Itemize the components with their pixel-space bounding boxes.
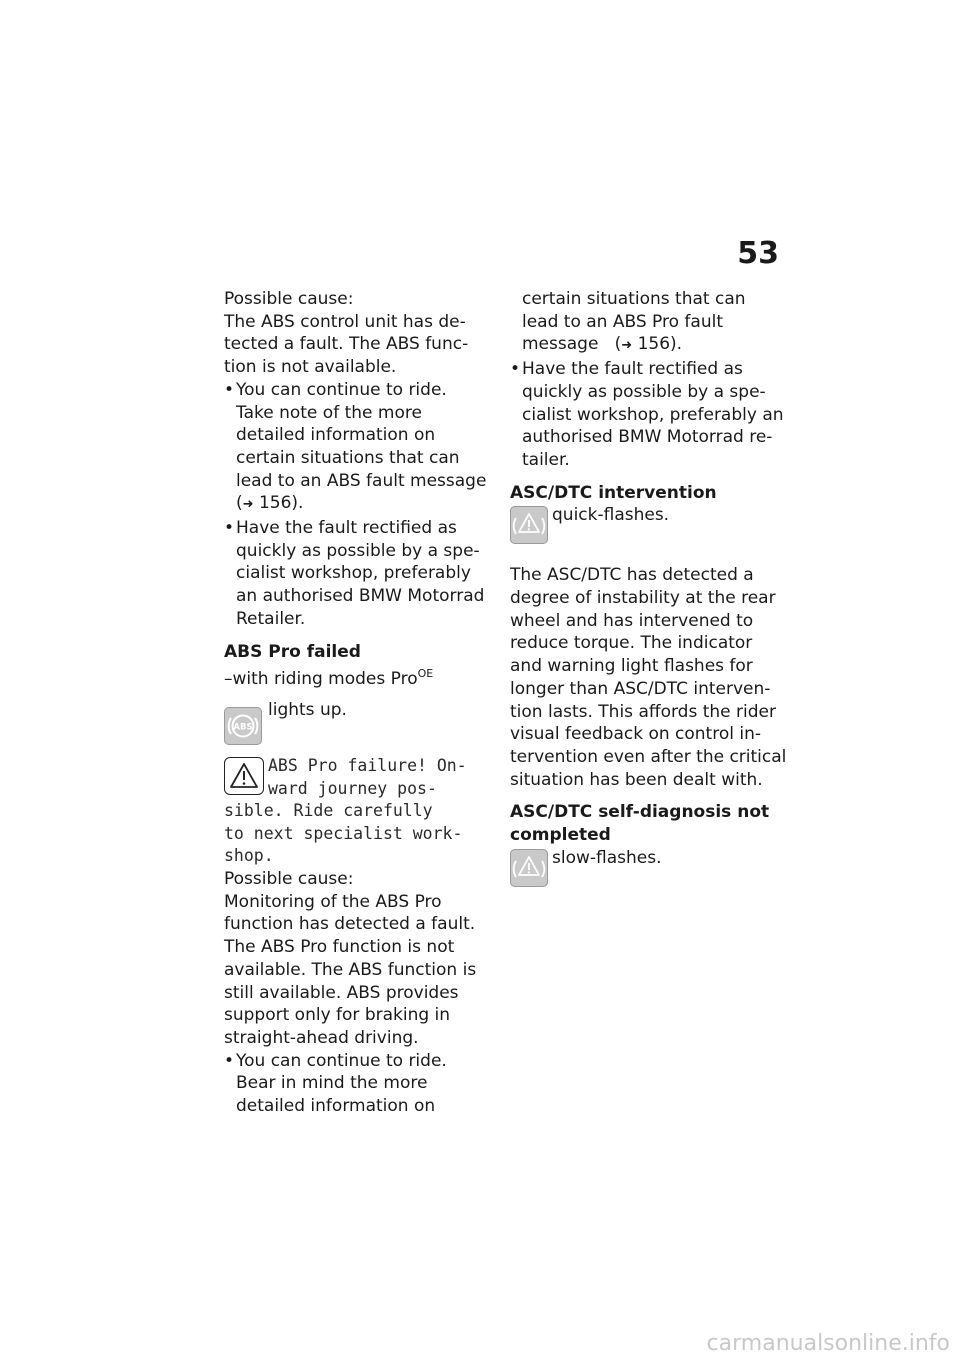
page-reference[interactable]: message (➜ 156). (522, 334, 683, 355)
cause-text-line: The ABS control unit has de- (224, 311, 466, 332)
option-superscript: OE (417, 667, 434, 681)
bullet-text: Have the fault rectified as (522, 359, 743, 380)
left-column (224, 288, 490, 1118)
cause-text-line: support only for braking in (224, 1005, 451, 1026)
bullet-dot: • (224, 518, 235, 539)
bullet-item (510, 358, 782, 381)
riding-mode-text: –with riding modes Pro (224, 669, 418, 690)
cause-text-line: available. The ABS function is (224, 959, 477, 980)
display-message-line: shop. (224, 846, 274, 866)
bullet-text: You can continue to ride. (236, 379, 447, 400)
riding-mode-note (224, 663, 490, 691)
bullet-text-line: Retailer. (236, 608, 306, 629)
asc-dtc-lamp-icon (510, 849, 548, 887)
section-heading-abs-pro-failed: ABS Pro failed (224, 641, 361, 662)
reference-arrow-icon: ➜ (242, 497, 254, 513)
page-reference-number: 156). (258, 493, 304, 514)
bullet-text-line: Take note of the more (236, 402, 422, 423)
bullet-text-line: cialist workshop, preferably an (522, 404, 784, 425)
reference-arrow-icon: ➜ (621, 338, 633, 354)
display-message-line: ward journey pos- (268, 778, 437, 798)
display-message-line: sible. Ride carefully (224, 800, 433, 820)
page-reference-number: 156). (637, 334, 683, 355)
bullet-dot: • (224, 379, 235, 400)
lamp-status-text: lights up. (268, 699, 347, 720)
display-message-line: ABS Pro failure! On- (268, 755, 467, 775)
cause-text-line: Monitoring of the ABS Pro (224, 891, 442, 912)
paragraph-line: reduce torque. The indicator (510, 633, 753, 654)
bullet-text-line: quickly as possible by a spe- (236, 540, 480, 561)
cause-text-line: function has detected a fault. (224, 914, 476, 935)
bullet-dot: • (510, 359, 521, 380)
asc-lamp-row (510, 847, 782, 899)
lamp-status-text: quick-flashes. (552, 505, 670, 526)
paragraph-line: wheel and has intervened to (510, 610, 754, 631)
section-heading-asc-dtc-self-diagnosis: ASC/DTC self-diagnosis not (510, 802, 770, 823)
bullet-text-line: authorised BMW Motorrad re- (522, 427, 773, 448)
bullet-text-line: cialist workshop, preferably (236, 563, 471, 584)
bullet-item (224, 379, 490, 402)
bullet-item (224, 1050, 490, 1073)
possible-cause-label: Possible cause: (224, 289, 354, 309)
page-reference[interactable]: (➜ 156). (236, 493, 304, 514)
paragraph-line: longer than ASC/DTC interven- (510, 678, 771, 699)
svg-text:ABS: ABS (233, 722, 253, 733)
cause-text-line: tected a fault. The ABS func- (224, 334, 469, 355)
paragraph-line: degree of instability at the rear (510, 588, 776, 609)
paragraph-line: and warning light flashes for (510, 656, 753, 677)
bullet-text-line: lead to an ABS Pro fault (522, 311, 723, 332)
bullet-text-line: detailed information on (236, 425, 436, 446)
cause-text-line: tion is not available. (224, 357, 397, 378)
possible-cause-label: Possible cause: (224, 869, 354, 890)
paragraph-line: tervention even after the critical (510, 746, 787, 767)
bullet-text-line: certain situations that can (522, 289, 746, 309)
abs-lamp-row (224, 699, 490, 747)
right-column (510, 288, 787, 899)
bullet-text-line: Bear in mind the more (236, 1073, 428, 1094)
bullet-text: You can continue to ride. (236, 1050, 447, 1071)
bullet-text-line: detailed information on (236, 1096, 436, 1117)
bullet-item (224, 517, 490, 540)
page-number: 53 (737, 236, 779, 271)
watermark: carmanualsonline.info (706, 1331, 950, 1356)
paragraph-line: The ASC/DTC has detected a (510, 565, 754, 586)
display-message-row (224, 755, 490, 800)
cause-text-line: The ABS Pro function is not (224, 937, 455, 958)
bullet-text-line: certain situations that can (236, 447, 460, 468)
paragraph-line: situation has been dealt with. (510, 769, 763, 790)
paragraph-line: visual feedback on control in- (510, 724, 761, 745)
general-warning-triangle-icon (224, 757, 264, 795)
paragraph-line: tion lasts. This affords the rider (510, 701, 776, 722)
display-message-line: to next specialist work- (224, 823, 463, 843)
bullet-text-line: an authorised BMW Motorrad (236, 586, 485, 607)
section-heading-asc-dtc-intervention: ASC/DTC intervention (510, 482, 717, 503)
cause-text-line: straight-ahead driving. (224, 1027, 419, 1048)
cause-text-line: still available. ABS provides (224, 982, 459, 1003)
abs-warning-lamp-icon (224, 707, 262, 745)
bullet-text-line: tailer. (522, 449, 570, 470)
asc-dtc-lamp-icon (510, 506, 548, 544)
section-heading-asc-dtc-self-diagnosis-cont: completed (510, 825, 611, 846)
bullet-dot: • (224, 1050, 235, 1071)
bullet-text: Have the fault rectified as (236, 518, 457, 539)
bullet-text-line: quickly as possible by a spe- (522, 381, 766, 402)
lamp-status-text: slow-flashes. (552, 847, 662, 868)
bullet-text-line: lead to an ABS fault message (236, 470, 487, 491)
asc-lamp-row (510, 504, 782, 556)
reference-prefix-text: message (522, 334, 599, 355)
